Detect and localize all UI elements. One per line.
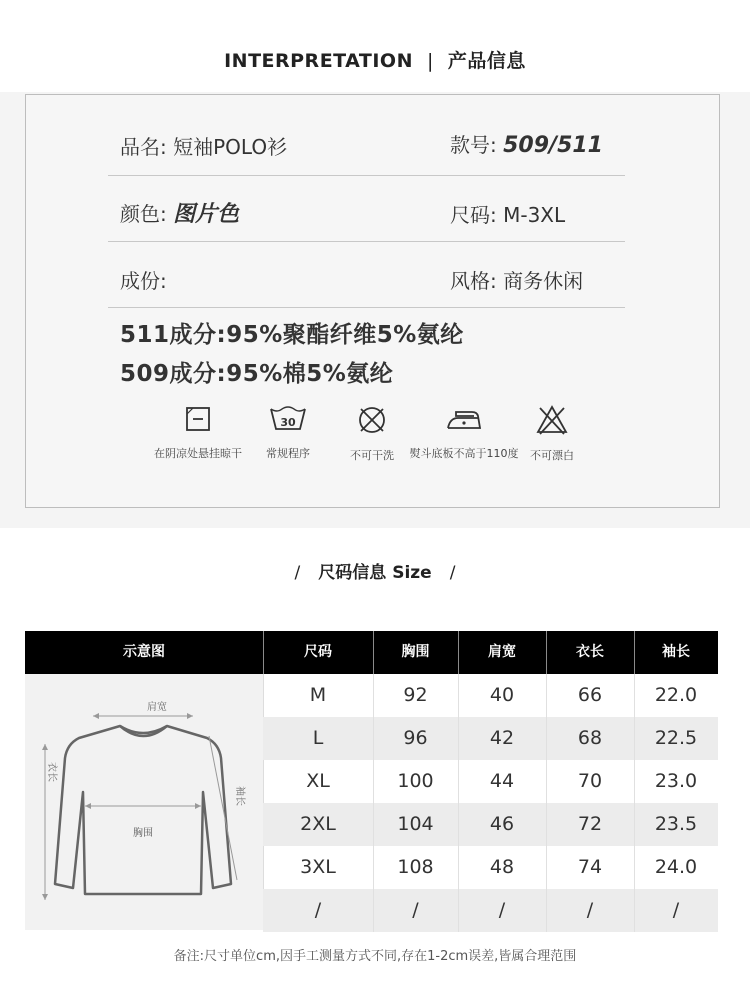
diagram-label-chest: 胸围 [133, 828, 153, 839]
iron-low-icon [444, 404, 484, 434]
style-label: 风格: [450, 269, 497, 293]
product-color [120, 197, 239, 228]
cell-chest: 96 [403, 727, 428, 749]
style-number [450, 129, 603, 158]
cell-chest: 92 [403, 684, 428, 706]
style-number-value: 509/511 [503, 133, 603, 158]
style-value: 商务休闲 [503, 269, 584, 293]
color-label: 颜色: [120, 202, 167, 226]
diagram-label-shoulder: 肩宽 [147, 702, 167, 713]
table-row [263, 846, 718, 889]
title-slash: / [294, 563, 301, 583]
cell-chest: 104 [397, 813, 434, 835]
divider [108, 175, 625, 176]
header-length: 衣长 [576, 644, 604, 660]
cell-length: 68 [577, 727, 603, 749]
size-diagram [25, 674, 264, 930]
no-bleach-icon [535, 404, 569, 436]
care-label: 不可漂白 [530, 449, 574, 462]
wash-30-icon [268, 404, 308, 434]
care-label: 常规程序 [266, 447, 310, 460]
wash-temp: 30 [280, 416, 296, 429]
care-label: 不可干洗 [350, 449, 394, 462]
cell-sleeve: / [672, 899, 680, 921]
divider [108, 241, 625, 242]
title-slash: / [449, 563, 456, 583]
header-sleeve: 袖长 [662, 644, 690, 660]
header-shoulder: 肩宽 [488, 644, 516, 660]
cell-shoulder: 42 [489, 727, 515, 749]
size-value: M-3XL [503, 203, 566, 227]
diagram-label-sleeve: 袖长 [234, 786, 245, 806]
size-table [25, 631, 718, 931]
cell-sleeve: 22.0 [654, 684, 698, 706]
cell-shoulder: 48 [489, 856, 515, 878]
cell-size: 3XL [300, 856, 336, 878]
care-item-no-bleach [497, 404, 607, 463]
section-title-en: INTERPRETATION [224, 50, 413, 72]
header-bar [0, 0, 750, 92]
product-size-range [450, 199, 565, 228]
cell-shoulder: / [498, 899, 506, 921]
cell-length: / [586, 899, 594, 921]
cell-chest: 100 [397, 770, 434, 792]
line-dry-shade-icon [183, 404, 213, 434]
cell-size: 2XL [300, 813, 336, 835]
product-name-value: 短袖POLO衫 [173, 135, 288, 159]
cell-chest: / [412, 899, 419, 921]
cell-shoulder: 46 [489, 813, 515, 835]
cell-size: L [312, 727, 324, 749]
diagram-label-length: 衣长 [46, 762, 57, 782]
size-title-text: 尺码信息 Size [318, 563, 432, 583]
header-size: 尺码 [304, 644, 332, 660]
material-label: 成份: [120, 269, 167, 293]
header-diagram: 示意图 [123, 644, 165, 660]
style-number-label: 款号: [450, 133, 497, 157]
size-section-title [0, 558, 750, 583]
cell-sleeve: 24.0 [654, 856, 698, 878]
size-label: 尺码: [450, 203, 497, 227]
cell-shoulder: 40 [489, 684, 515, 706]
no-dry-clean-icon [356, 404, 388, 436]
product-style [450, 265, 583, 294]
cell-length: 72 [577, 813, 603, 835]
cell-chest: 108 [397, 856, 434, 878]
cell-length: 74 [577, 856, 603, 878]
table-row [263, 760, 718, 803]
cell-sleeve: 23.0 [654, 770, 698, 792]
cell-size: XL [306, 770, 330, 792]
cell-length: 70 [577, 770, 603, 792]
table-row [263, 717, 718, 760]
product-name-label: 品名: [120, 135, 167, 159]
product-name [120, 131, 287, 160]
cell-sleeve: 23.5 [654, 813, 698, 835]
composition-511: 511成分:95%聚酯纤维5%氨纶 [120, 322, 464, 348]
table-row [263, 889, 718, 932]
composition-509: 509成分:95%棉5%氨纶 [120, 361, 394, 387]
table-header [25, 631, 718, 674]
shirt-diagram-icon [25, 674, 263, 930]
measurement-note: 备注:尺寸单位cm,因手工测量方式不同,存在1-2cm误差,皆属合理范围 [173, 949, 577, 964]
color-value: 图片色 [173, 202, 240, 227]
cell-sleeve: 22.5 [654, 727, 698, 749]
section-title-cn: 产品信息 [447, 50, 526, 72]
table-row [263, 674, 718, 717]
care-label: 熨斗底板不高于110度 [409, 447, 519, 460]
cell-size: M [309, 684, 327, 706]
cell-shoulder: 44 [489, 770, 515, 792]
header-chest: 胸围 [401, 644, 430, 660]
section-title [0, 46, 750, 73]
table-row [263, 803, 718, 846]
divider [108, 307, 625, 308]
title-separator: | [426, 50, 434, 72]
cell-length: 66 [577, 684, 603, 706]
cell-size: / [314, 899, 322, 921]
care-label: 在阴凉处悬挂晾干 [154, 447, 242, 460]
